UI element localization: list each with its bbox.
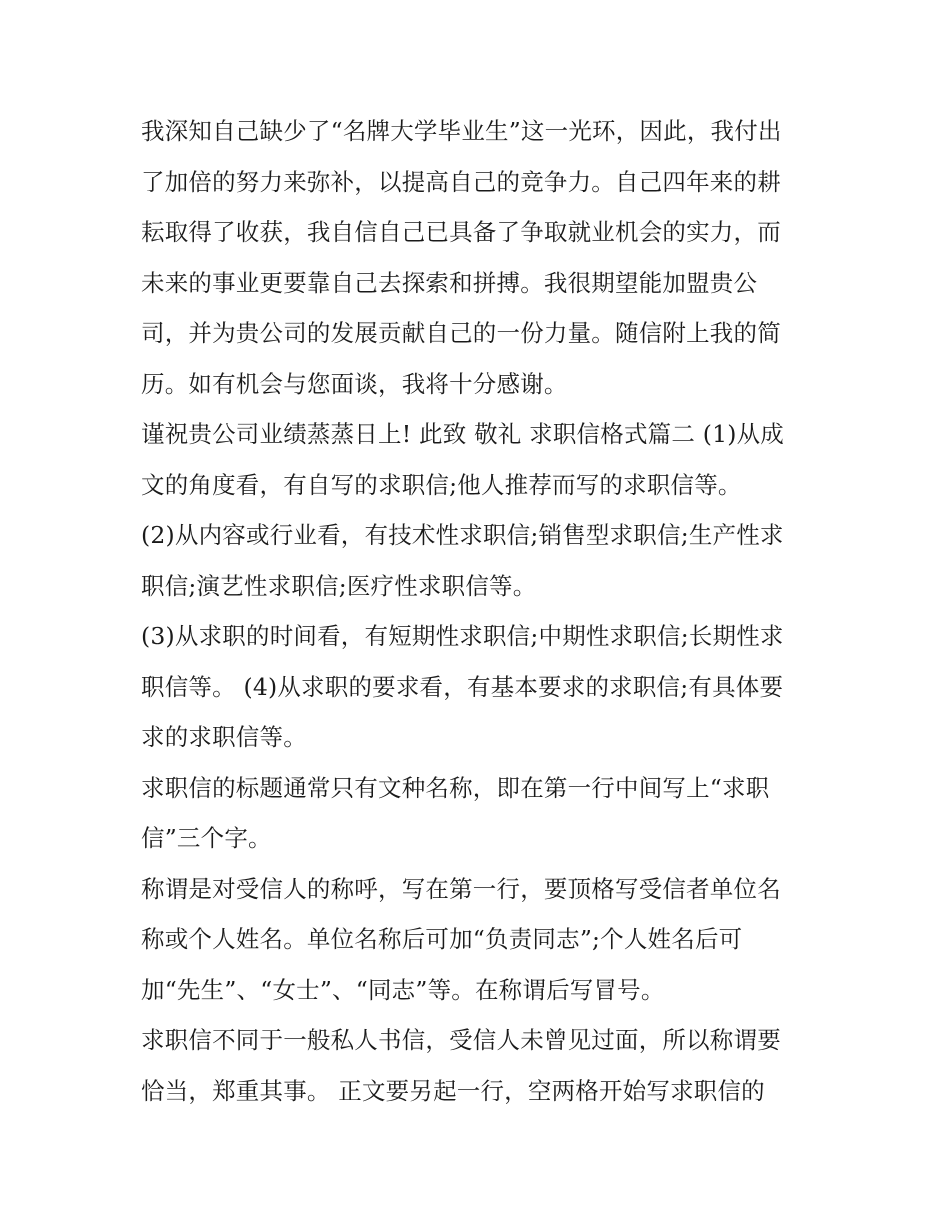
text-line: 职信;演艺性求职信;医疗性求职信等。: [141, 571, 537, 600]
text-line: (2)从内容或行业看，有技术性求职信;销售型求职信;生产性求: [141, 521, 784, 549]
text-line: 我深知自己缺少了“名牌大学毕业生”这一光环，因此，我付出: [141, 117, 782, 145]
text-line: 谨祝贵公司业绩蒸蒸日上! 此致 敬礼 求职信格式篇二 (1)从成: [141, 420, 785, 448]
text-line: 求的求职信等。: [141, 723, 307, 751]
text-line: 称谓是对受信人的称呼，写在第一行，要顶格写受信者单位名: [141, 874, 781, 903]
text-line: 求职信不同于一般私人书信，受信人未曾见过面，所以称谓要: [141, 1026, 781, 1054]
text-line: 求职信的标题通常只有文种名称，即在第一行中间写上“求职: [141, 773, 770, 802]
text-line: 加“先生”、“女士”、“同志”等。在称谓后写冒号。: [141, 975, 665, 1004]
text-line: 信”三个字。: [141, 824, 272, 852]
text-line: 恰当，郑重其事。 正文要另起一行，空两格开始写求职信的: [141, 1076, 765, 1105]
text-line: (3)从求职的时间看，有短期性求职信;中期性求职信;长期性求: [141, 622, 784, 650]
text-line: 称或个人姓名。单位名称后可加“负责同志”;个人姓名后可: [141, 925, 743, 953]
text-line: 历。如有机会与您面谈，我将十分感谢。: [141, 369, 568, 398]
text-line: 职信等。 (4)从求职的要求看，有基本要求的求职信;有具体要: [141, 672, 784, 701]
text-line: 耘取得了收获，我自信自己已具备了争取就业机会的实力，而: [141, 218, 781, 246]
text-line: 司，并为贵公司的发展贡献自己的一份力量。随信附上我的简: [141, 319, 781, 347]
text-line: 了加倍的努力来弥补，以提高自己的竞争力。自己四年来的耕: [141, 167, 781, 196]
document-body-text: [141, 106, 821, 1116]
text-line: 未来的事业更要靠自己去探索和拼搏。我很期望能加盟贵公: [141, 268, 758, 297]
text-line: 文的角度看，有自写的求职信;他人推荐而写的求职信等。: [141, 470, 742, 499]
